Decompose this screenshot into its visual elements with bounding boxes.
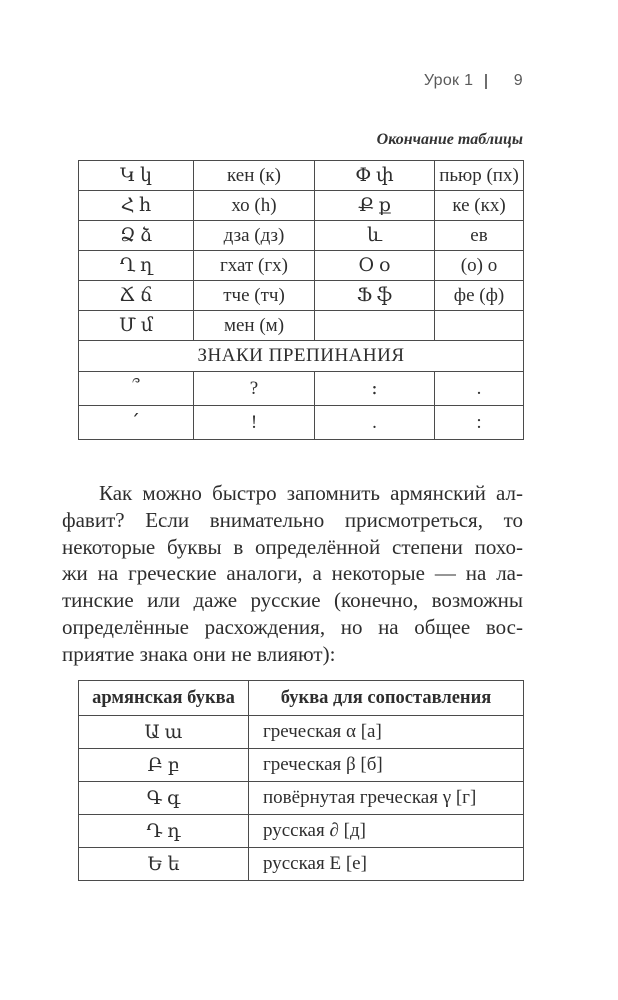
alphabet-row (79, 161, 524, 191)
paragraph-line: жи на греческие аналоги, а некоторые — на ла- (62, 561, 523, 586)
comparison-row (79, 815, 524, 848)
comparison-row (79, 848, 524, 881)
alphabet-row (79, 311, 524, 341)
table-cell: . (435, 372, 524, 406)
comparison-row (79, 782, 524, 815)
table-cell: Ե ե (79, 848, 249, 881)
table-cell: Օ օ (315, 251, 435, 281)
table-cell: Ձ ձ (79, 221, 194, 251)
comparison-header-match: буква для сопоставления (249, 681, 524, 716)
table-cell: русская ∂ [д] (249, 815, 524, 848)
punctuation-section-header: ЗНАКИ ПРЕПИНАНИЯ (79, 341, 524, 372)
comparison-row (79, 749, 524, 782)
alphabet-row (79, 251, 524, 281)
comparison-table (78, 680, 524, 881)
table-cell: ? (194, 372, 315, 406)
punctuation-row (79, 372, 524, 406)
table-cell: дза (дз) (194, 221, 315, 251)
table-cell: Հ հ (79, 191, 194, 221)
paragraph-line: приятие знака они не влияют): (62, 641, 336, 666)
table-cell: (о) о (435, 251, 524, 281)
table-cell: ։ (315, 372, 435, 406)
table-cell: повёрнутая греческая γ [г] (249, 782, 524, 815)
punctuation-row (79, 406, 524, 440)
table-cell: пьюр (пх) (435, 161, 524, 191)
header-divider (485, 74, 487, 89)
body-paragraph (62, 480, 523, 668)
table-cell: греческая β [б] (249, 749, 524, 782)
paragraph-line: Как можно быстро запомнить армянский ал- (99, 481, 523, 505)
table-cell: ев (435, 221, 524, 251)
table-cell: хо (h) (194, 191, 315, 221)
table-cell: Ք ք (315, 191, 435, 221)
table-cell (315, 311, 435, 341)
table-cell: кен (к) (194, 161, 315, 191)
table-cell: гхат (гх) (194, 251, 315, 281)
comparison-row (79, 716, 524, 749)
table-cell: ке (кх) (435, 191, 524, 221)
alphabet-row (79, 221, 524, 251)
running-head (424, 72, 523, 90)
table-cell: Ֆ ֆ (315, 281, 435, 311)
comparison-header-row (79, 681, 524, 716)
lesson-label: Урок 1 (423, 72, 474, 89)
table-cell: . (315, 406, 435, 440)
page-number: 9 (513, 72, 523, 89)
table-cell: Դ դ (79, 815, 249, 848)
paragraph-line: фавит? Если внимательно присмотреться, то (62, 507, 523, 532)
alphabet-row (79, 281, 524, 311)
table-cell: ՛ (79, 406, 194, 440)
table-cell: Ա ա (79, 716, 249, 749)
table-cell: Ղ ղ (79, 251, 194, 281)
table-cell: Բ բ (79, 749, 249, 782)
alphabet-row (79, 191, 524, 221)
punctuation-section-row (79, 341, 524, 372)
paragraph-line: тинские или даже русские (конечно, возможны (62, 588, 523, 613)
table-cell: тче (тч) (194, 281, 315, 311)
table-cell: ՞ (79, 372, 194, 406)
table-cell: Փ փ (315, 161, 435, 191)
table-cell (435, 311, 524, 341)
table-cell: և (315, 221, 435, 251)
table-cell: Գ գ (79, 782, 249, 815)
paragraph-line: определённые расхождения, но на общее вос- (62, 614, 523, 639)
table-cell: греческая α [а] (249, 716, 524, 749)
table-cell: Մ մ (79, 311, 194, 341)
table-cell: мен (м) (194, 311, 315, 341)
comparison-header-armenian: армянская буква (79, 681, 249, 716)
table-cell: : (435, 406, 524, 440)
paragraph-line: некоторые буквы в определённой степени похо- (62, 534, 523, 559)
alphabet-table (78, 160, 524, 440)
table-cell: Կ կ (79, 161, 194, 191)
table-cell: фе (ф) (435, 281, 524, 311)
table-cell: Ճ ճ (79, 281, 194, 311)
table-cell: ! (194, 406, 315, 440)
table-cell: русская Е [е] (249, 848, 524, 881)
table-caption: Окончание таблицы (376, 131, 523, 148)
